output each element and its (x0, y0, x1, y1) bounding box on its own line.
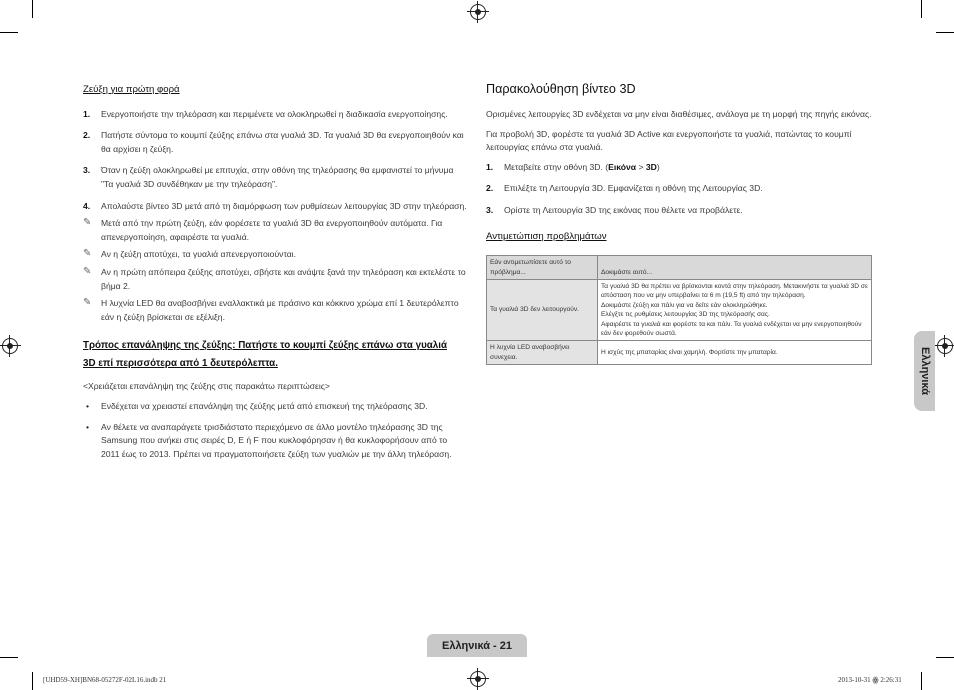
menu-path-picture: Εικόνα (608, 161, 637, 172)
note-item: ✎ Αν η ζεύξη αποτύχει, τα γυαλιά απενεργοποιούνται. (83, 248, 296, 260)
footer-timestamp: 2013-10-31 ꙮ 2:26:31 (838, 676, 902, 684)
crop-mark (921, 672, 922, 690)
language-side-tab: Ελληνικά (914, 331, 935, 411)
right-column (486, 80, 872, 365)
table-header-cell: Εάν αντιμετωπίσετε αυτό το πρόβλημα... (487, 256, 598, 280)
crop-mark (921, 0, 922, 18)
instruction-paragraph: Για προβολή 3D, φορέστε τα γυαλιά 3D Active και ενεργοποιήστε τα γυαλιά, πατώντας το κουμπί λειτουργίας επάνω στα γυαλιά. (486, 128, 852, 153)
step-item: 3. Όταν η ζεύξη ολοκληρωθεί με επιτυχία, στην οθόνη της τηλεόρασης θα εμφανιστεί το μήνυμα "Τα γυαλιά 3D συνδέθηκαν με την τηλεόραση". (83, 165, 454, 189)
table-header-cell: Δοκιμάστε αυτό... (598, 256, 872, 280)
note-item: ✎ Η λυχνία LED θα αναβοσβήνει εναλλακτικά με πράσινο και κόκκινο χρώμα επί 1 δευτερόλεπτο εάν η ζεύξη βρίσκεται σε εξέλιξη. (83, 297, 459, 322)
registration-mark-icon (2, 338, 18, 354)
crop-mark (32, 0, 33, 18)
step-item: 2. Επιλέξτε τη Λειτουργία 3D. Εμφανίζεται η οθόνη της Λειτουργίας 3D. (486, 183, 763, 194)
crop-mark (0, 32, 18, 33)
note-pencil-icon: ✎ (83, 248, 92, 260)
first-pairing-heading: Ζεύξη για πρώτη φορά (83, 84, 180, 95)
step-item: 1. Μεταβείτε στην οθόνη 3D. (Εικόνα > 3D) (486, 161, 660, 172)
problem-cell: Τα γυαλιά 3D δεν λειτουργούν. (487, 279, 598, 340)
note-pencil-icon: ✎ (83, 217, 92, 229)
crop-mark (936, 657, 954, 658)
step-item: 4. Απολαύστε βίντεο 3D μετά από τη διαμόρφωση των ρυθμίσεων λειτουργίας 3D στην τηλεόραση. (83, 200, 467, 211)
step-item: 3. Ορίστε τη Λειτουργία 3D της εικόνας που θέλετε να προβάλετε. (486, 204, 743, 215)
note-item: ✎ Αν η πρώτη απόπειρα ζεύξης αποτύχει, σβήστε και ανάψτε ξανά την τηλεόραση και εκτελέστε το βήμα 2. (83, 265, 466, 291)
view-3d-steps (486, 161, 872, 218)
section-title: Παρακολούθηση βίντεο 3D (486, 82, 636, 96)
left-column (83, 83, 467, 461)
problem-cell: Η λυχνία LED αναβοσβήνει συνεχεια. (487, 341, 598, 365)
table-header-row (487, 256, 872, 280)
crop-mark (936, 32, 954, 33)
repeat-pairing-heading: Τρόπος επανάληψης της ζεύξης: Πατήστε το κουμπί ζεύξης επάνω στα γυαλιά 3D επί περισσότερα από 1 δευτερόλεπτα. (83, 340, 447, 370)
crop-mark (0, 657, 18, 658)
footer-file-info: [UHD59-XH]BN68-05272F-02L16.indb 21 (43, 676, 167, 684)
notes-list (83, 217, 467, 324)
solution-cell: Τα γυαλιά 3D θα πρέπει να βρίσκονται κοντά στην τηλεόραση. Μετακινήστε τα γυαλιά 3D σε απόσταση που να μην υπερβαίνει τα 6 m (19,5 ft) από την τηλεόραση. Δοκιμάστε ζεύξη και πάλι για να δείτε εάν ολοκληρώθηκε. Ελέγξτε τις ρυθμίσεις λειτουργίας 3D της τηλεόρασής σας. Αφαιρέστε τα γυαλιά και φορέστε τα και πάλι. Τα γυαλιά ενδέχεται να μην ενεργοποιηθούν εάν δεν φορεθούν σωστά. (598, 279, 872, 340)
menu-path-3d: 3D (645, 161, 657, 172)
bullet-item: • Αν θέλετε να αναπαράγετε τρισδιάστατο περιεχόμενο σε άλλο μοντέλο τηλεόρασης 3D της Samsung που ανήκει στις σειρές D, E ή F που κυκλοφόρησαν ή θα κυκλοφορήσουν από το 2011 έως το 2013. Πρέπει να πραγματοποιήσετε ζεύξη των γυαλιών με την άλλη τηλεόραση. (83, 421, 467, 462)
intro-paragraph: Ορισμένες λειτουργίες 3D ενδέχεται να μην είναι διαθέσιμες, ανάλογα με τη μορφή της πηγής εικόνας. (486, 109, 872, 119)
bullet-item: • Ενδέχεται να χρειαστεί επανάληψη της ζεύξης μετά από επισκευή της τηλεόρασης 3D. (83, 400, 467, 414)
registration-mark-icon (470, 671, 486, 687)
crop-mark (32, 672, 33, 690)
note-pencil-icon: ✎ (83, 297, 92, 309)
pairing-steps (83, 108, 467, 214)
table-row (487, 279, 872, 340)
registration-mark-icon (470, 4, 486, 20)
note-pencil-icon: ✎ (83, 265, 92, 277)
table-row (487, 341, 872, 365)
registration-mark-icon (937, 338, 953, 354)
step-item: 2. Πατήστε σύντομα το κουμπί ζεύξης επάνω στα γυαλιά 3D. Τα γυαλιά 3D θα ενεργοποιηθούν και θα αρχίσει η ζεύξη. (83, 130, 464, 154)
note-item: ✎ Μετά από την πρώτη ζεύξη, εάν φορέσετε τα γυαλιά 3D θα ενεργοποιηθούν αυτόματα. Για απενεργοποίηση, αφαιρέστε τα γυαλιά. (83, 217, 443, 242)
step-item: 1. Ενεργοποιήστε την τηλεόραση και περιμένετε να ολοκληρωθεί η διαδικασία ενεργοποίησης. (83, 108, 448, 119)
repeat-cases-label: <Χρειάζεται επανάληψη της ζεύξης στις παρακάτω περιπτώσεις> (83, 381, 330, 392)
page-number-tab: Ελληνικά - 21 (427, 634, 527, 657)
troubleshooting-heading: Αντιμετώπιση προβλημάτων (486, 230, 607, 242)
solution-cell: Η ισχύς της μπαταρίας είναι χαμηλή. Φορτίστε την μπαταρία. (598, 341, 872, 365)
troubleshooting-table (486, 255, 872, 365)
